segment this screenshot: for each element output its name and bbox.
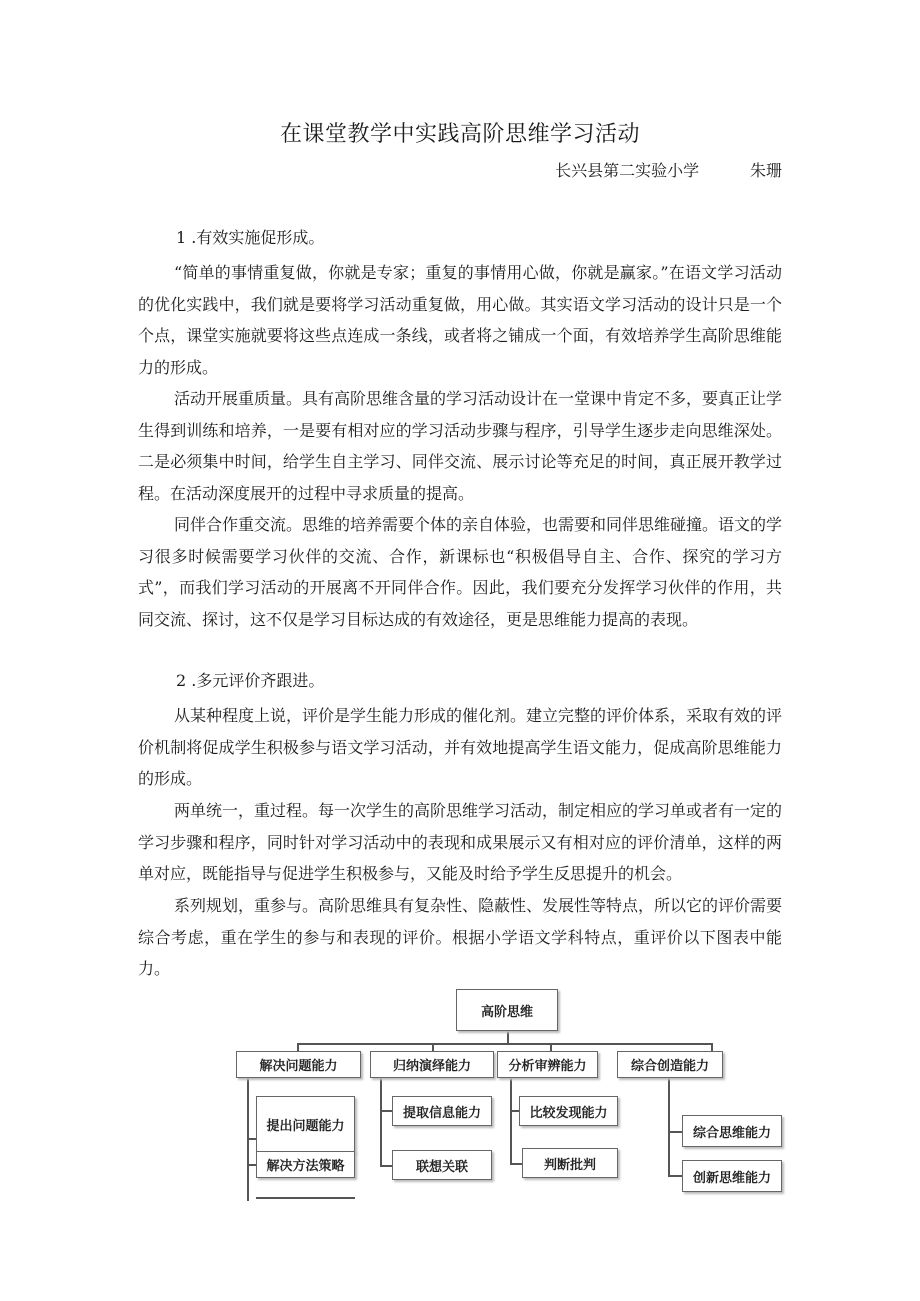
connector-line [297,1043,712,1045]
diagram-branch-node: 综合创造能力 [617,1051,723,1078]
connector-line [507,1031,509,1043]
diagram-leaf-node: 比较发现能力 [519,1096,618,1126]
connector-line [711,1043,713,1051]
diagram-leaf-node: 综合思维能力 [682,1115,782,1147]
connector-line [668,1078,670,1176]
diagram-branch-node: 归纳演绎能力 [370,1051,494,1078]
connector-line [256,1197,355,1199]
diagram-leaf-node: 提取信息能力 [392,1096,492,1126]
connector-line [247,1164,256,1166]
paragraph: 系列规划，重参与。高阶思维具有复杂性、隐蔽性、发展性等特点，所以它的评价需要综合考虑，重在学生的参与和表现的评价。根据小学语文学科特点，重评价以下图表中能力。 [138,896,783,978]
connector-line [380,1165,392,1167]
diagram-branch-node: 分析审辨能力 [497,1051,598,1078]
paragraph: 活动开展重质量。具有高阶思维含量的学习活动设计在一堂课中肯定不多，要真正让学生得到训练和培养，一是要有相对应的学习活动步骤与程序，引导学生逐步走向思维深处。二是必须集中时间，给学生自主学习、同伴交流、展示讨论等充足的时间，真正展开教学过程。在活动深度展开的过程中寻求质量的提高。 [138,389,783,503]
connector-line [550,1043,552,1051]
connector-line [432,1043,434,1051]
connector-line [380,1078,382,1166]
paragraph: 两单统一，重过程。每一次学生的高阶思维学习活动，制定相应的学习单或者有一定的学习步骤和程序，同时针对学习活动中的表现和成果展示又有相对应的评价清单，这样的两单对应，既能指导与促进学生积极参与，又能及时给予学生反思提升的机会。 [138,801,783,883]
diagram-branch-node: 解决问题能力 [236,1051,361,1078]
diagram-leaf-node: 判断批判 [522,1148,618,1178]
author-line: 长兴县第二实验小学 朱珊 [555,161,782,180]
diagram-leaf-node: 联想关联 [392,1150,492,1180]
connector-line [247,1078,249,1201]
diagram-leaf-node: 创新思维能力 [682,1160,782,1192]
section-heading-1: 1 .有效实施促形成。 [176,228,325,247]
diagram-leaf-node: 解决方法策略 [256,1151,355,1178]
paragraph: 从某种程度上说，评价是学生能力形成的催化剂。建立完整的评价体系，采取有效的评价机制将促成学生积极参与语文学习活动，并有效地提高学生语文能力，促成高阶思维能力的形成。 [138,706,783,788]
connector-line [668,1175,682,1177]
diagram-leaf-node: 提出问题能力 [256,1096,355,1153]
connector-line [510,1078,512,1164]
connector-line [510,1163,522,1165]
connector-line [668,1131,682,1133]
connector-line [297,1043,299,1051]
document-title: 在课堂教学中实践高阶思维学习活动 [279,122,640,147]
diagram-root-node: 高阶思维 [456,989,558,1031]
connector-line [247,1138,256,1140]
paragraph: 同伴合作重交流。思维的培养需要个体的亲自体验，也需要和同伴思维碰撞。语文的学习很多时候需要学习伙伴的交流、合作，新课标也“积极倡导自主、合作、探究的学习方式”，而我们学习活动的开展离不开同伴合作。因此，我们要充分发挥学习伙伴的作用，共同交流、探讨，这不仅是学习目标达成的有效途径，更是思维能力提高的表现。 [138,515,783,629]
paragraph: “简单的事情重复做，你就是专家；重复的事情用心做，你就是赢家。”在语文学习活动的优化实践中，我们就是要将学习活动重复做，用心做。其实语文学习活动的设计只是一个个点，课堂实施就要将这些点连成一条线，或者将之铺成一个面，有效培养学生高阶思维能力的形成。 [138,263,782,377]
section-heading-2: 2 .多元评价齐跟进。 [176,671,325,690]
connector-line [380,1110,392,1112]
